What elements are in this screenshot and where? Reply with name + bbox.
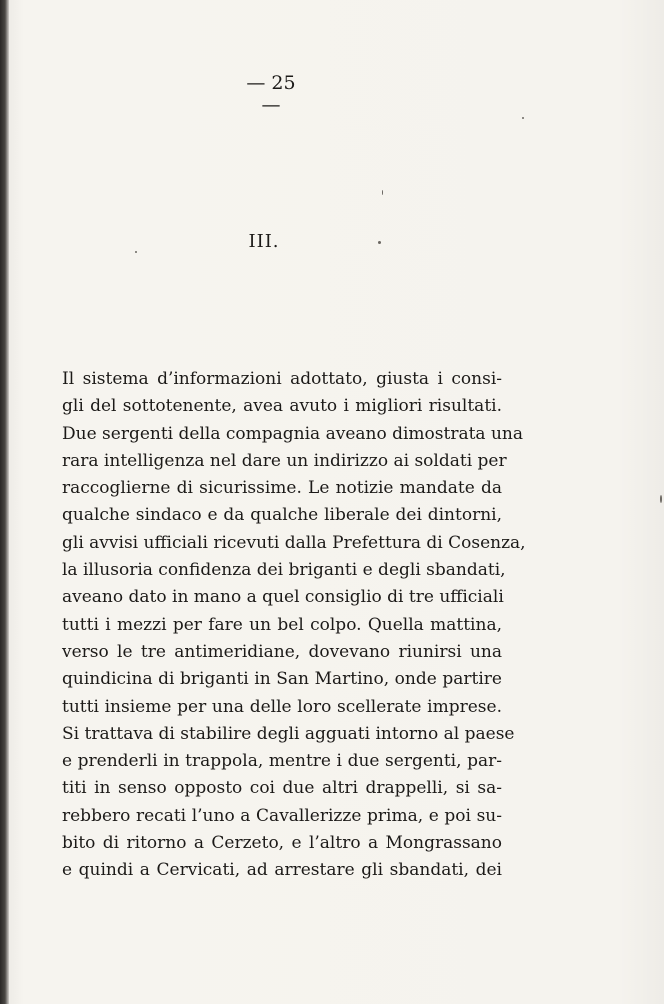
text-line: raccoglierne di sicurissime. Le notizie mandate da — [62, 478, 502, 499]
paper-speck — [660, 495, 662, 503]
text-line: verso le tre antimeridiane, dovevano riunirsi una — [62, 641, 502, 662]
chapter-heading: III. — [248, 231, 280, 252]
page-binding-edge — [0, 0, 9, 1004]
text-line: rara intelligenza nel dare un indirizzo ai soldati per — [62, 450, 507, 471]
text-line: gli avvisi ufficiali ricevuti dalla Prefettura di Cosenza, — [62, 532, 526, 553]
paper-speck — [378, 241, 381, 244]
text-line: qualche sindaco e da qualche liberale dei dintorni, — [62, 505, 502, 526]
text-line: titi in senso opposto coi due altri drappelli, si sa- — [62, 778, 502, 799]
text-line: aveano dato in mano a quel consiglio di tre ufficiali — [62, 587, 504, 608]
text-line: gli del sottotenente, avea avuto i migliori risultati. — [62, 396, 502, 417]
paper-speck — [382, 190, 383, 195]
text-line: Due sergenti della compagnia aveano dimostrata una — [62, 423, 523, 444]
text-line: quindicina di briganti in San Martino, onde partire — [62, 669, 502, 690]
page-number: — 25 — — [246, 72, 296, 116]
paper-speck — [522, 117, 524, 119]
paper-speck — [135, 251, 137, 253]
text-line: la illusoria confidenza dei briganti e degli sbandati, — [62, 560, 506, 581]
text-line: tutti i mezzi per fare un bel colpo. Quella mattina, — [62, 614, 502, 635]
body-paragraph — [62, 366, 526, 885]
text-line: e prenderli in trappola, mentre i due sergenti, par- — [62, 751, 502, 772]
text-line: e quindi a Cervicati, ad arrestare gli sbandati, dei — [62, 860, 502, 881]
text-line: Il sistema d’informazioni adottato, giusta i consi- — [62, 369, 502, 389]
text-line: tutti insieme per una delle loro scellerate imprese. — [62, 696, 502, 717]
text-line: bito di ritorno a Cerzeto, e l’altro a Mongrassano — [62, 833, 502, 854]
text-line: Si trattava di stabilire degli agguati intorno al paese — [62, 723, 515, 744]
text-line: rebbero recati l’uno a Cavallerizze prima, e poi su- — [62, 805, 502, 826]
